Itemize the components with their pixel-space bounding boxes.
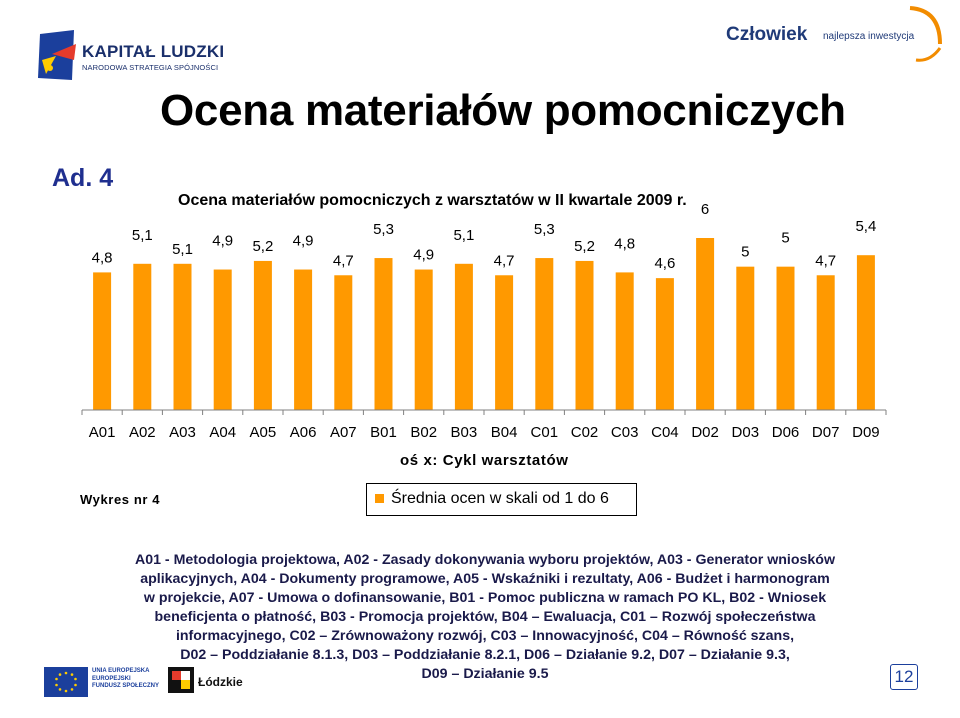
- category-label-A05: A05: [249, 424, 277, 441]
- bars-layer: [93, 238, 875, 410]
- category-label-B04: B04: [490, 424, 518, 441]
- bar-C01: [535, 258, 553, 410]
- chart-number-label: Wykres nr 4: [80, 492, 161, 507]
- eu-logo: [44, 665, 160, 699]
- bar-A01: [93, 272, 111, 410]
- bar-D07: [817, 275, 835, 410]
- category-label-C03: C03: [610, 424, 639, 441]
- value-label-D07: 4,7: [815, 252, 837, 270]
- bar-chart: [0, 180, 960, 480]
- explanation-line: D09 – Działanie 9.5: [421, 666, 549, 682]
- explanation-line: w projekcie, A07 - Umowa o dofinansowanie, B01 - Pomoc publiczna w ramach PO KL, B02 - Wniosek: [143, 590, 827, 606]
- category-label-B03: B03: [450, 424, 478, 441]
- section-label: Ad. 4: [52, 164, 114, 192]
- category-label-C04: C04: [651, 424, 679, 441]
- value-label-B02: 4,9: [413, 246, 435, 264]
- value-label-C01: 5,3: [533, 221, 555, 239]
- category-label-A07: A07: [329, 424, 357, 441]
- eu-flag-icon: [44, 667, 88, 697]
- kapital-ludzki-title: KAPITAŁ LUDZKI: [82, 42, 225, 61]
- value-label-B04: 4,7: [493, 252, 515, 270]
- legend-label: Średnia ocen w skali od 1 do 6: [391, 490, 609, 507]
- bar-B04: [495, 275, 513, 410]
- bar-chart-svg: [0, 180, 960, 480]
- value-label-A03: 5,1: [172, 240, 193, 258]
- kapital-ludzki-logo: [38, 30, 228, 90]
- value-label-B03: 5,1: [453, 226, 475, 244]
- kapital-ludzki-subtitle: NARODOWA STRATEGIA SPÓJNOŚCI: [82, 63, 219, 72]
- category-label-C01: C01: [530, 424, 559, 441]
- lodzkie-logo: [168, 665, 248, 699]
- bar-C02: [576, 261, 594, 410]
- category-label-A06: A06: [289, 424, 317, 441]
- category-label-A03: A03: [169, 424, 196, 441]
- czlowiek-tagline: najlepsza inwestycja: [823, 31, 915, 42]
- category-label-D03: D03: [731, 424, 760, 441]
- bar-B03: [455, 264, 473, 410]
- lodzkie-emblem-icon: [168, 667, 194, 693]
- bar-B01: [375, 258, 393, 410]
- category-label-D07: D07: [811, 424, 840, 441]
- chart-title: Ocena materiałów pomocniczych z warsztatów w II kwartale 2009 r.: [178, 192, 687, 209]
- category-label-D06: D06: [771, 424, 800, 441]
- bar-D09: [857, 255, 875, 410]
- explanation-line: A01 - Metodologia projektowa, A02 - Zasady dokonywania wyboru projektów, A03 - Generator wniosków: [134, 552, 836, 568]
- category-labels-layer: [89, 424, 880, 441]
- bar-C03: [616, 272, 634, 410]
- kapital-ludzki-emblem-icon: [38, 30, 78, 82]
- bar-A06: [294, 270, 312, 410]
- category-label-C02: C02: [570, 424, 599, 441]
- value-label-D06: 5: [781, 229, 790, 247]
- page-number: 12: [890, 664, 918, 690]
- bar-D02: [696, 238, 714, 410]
- category-label-A04: A04: [209, 424, 237, 441]
- value-label-A04: 4,9: [212, 232, 234, 250]
- value-label-D02: 6: [700, 201, 710, 218]
- value-label-A01: 4,8: [91, 249, 113, 267]
- value-label-D03: 5: [741, 243, 750, 261]
- lodzkie-text: Łódzkie: [198, 675, 243, 689]
- bar-D03: [736, 267, 754, 410]
- category-label-D02: D02: [691, 424, 719, 441]
- x-ticks-layer: [82, 410, 886, 415]
- category-label-D09: D09: [852, 424, 880, 441]
- legend-swatch: [375, 494, 384, 503]
- bar-B02: [415, 270, 433, 410]
- page-title: Ocena materiałów pomocniczych: [160, 86, 846, 135]
- explanation-line: D02 – Poddziałanie 8.1.3, D03 – Poddziałanie 8.2.1, D06 – Działanie 9.2, D07 – Działanie 9.3,: [180, 647, 790, 663]
- value-label-A07: 4,7: [332, 252, 354, 270]
- bar-A04: [214, 270, 232, 410]
- eu-text: UNIA EUROPEJSKA EUROPEJSKI FUNDUSZ SPOŁECZNY: [92, 668, 160, 689]
- bar-A03: [174, 264, 192, 410]
- bar-D06: [777, 267, 795, 410]
- chart-legend: [366, 483, 637, 516]
- value-label-D09: 5,4: [855, 218, 877, 236]
- explanation-line: beneficjenta o płatność, B03 - Promocja projektów, B04 – Ewaluacja, C01 – Rozwój społeczeństwa: [154, 609, 816, 625]
- bar-C04: [656, 278, 674, 410]
- value-label-C02: 5,2: [574, 237, 595, 255]
- value-label-C03: 4,8: [614, 235, 636, 253]
- category-label-B02: B02: [410, 424, 438, 441]
- category-label-A02: A02: [128, 424, 156, 441]
- value-label-A02: 5,1: [131, 226, 153, 244]
- value-labels-layer: [92, 201, 877, 272]
- czlowiek-title: Człowiek: [726, 24, 808, 45]
- bar-A02: [133, 264, 151, 410]
- czlowiek-logo: [716, 4, 946, 68]
- value-label-B01: 5,3: [373, 221, 394, 239]
- category-label-B01: B01: [370, 424, 397, 441]
- value-label-A05: 5,2: [252, 237, 274, 255]
- explanation-line: informacyjnego, C02 – Zrównoważony rozwój, C03 – Innowacyjność, C04 – Równość szans,: [175, 628, 795, 644]
- value-label-A06: 4,9: [292, 232, 314, 250]
- explanation-line: aplikacyjnych, A04 - Dokumenty programowe, A05 - Wskaźniki i rezultaty, A06 - Budżet i harmonogram: [140, 571, 830, 587]
- bar-A05: [254, 261, 272, 410]
- category-label-A01: A01: [88, 424, 116, 441]
- value-label-C04: 4,6: [654, 255, 676, 273]
- x-axis-title: oś x: Cykl warsztatów: [400, 452, 569, 469]
- bar-A07: [334, 275, 352, 410]
